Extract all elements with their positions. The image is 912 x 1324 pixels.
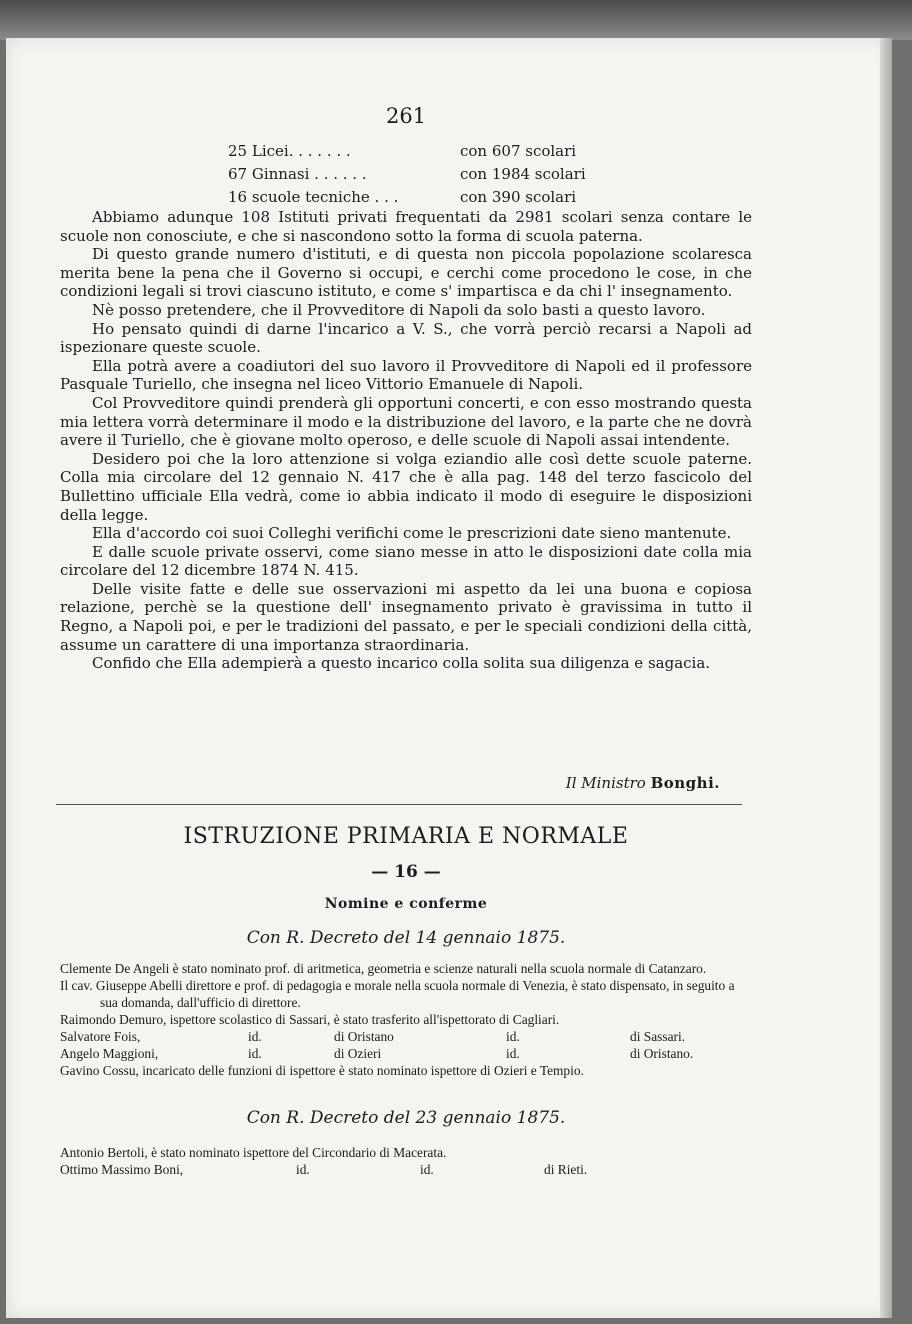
appointment-row — [60, 1161, 754, 1178]
paragraph: Di questo grande numero d'istituti, e di questa non piccola popolazione scolaresca merita bene la pena che il Governo si occupi, e cerchi come procedono le cose, in che condizioni legali si trovi ciascuno istituto, e come s' impartisca e da chi l' insegnamento. — [60, 245, 752, 301]
paragraph: Ella d'accordo coi suoi Colleghi verifichi come le prescrizioni date sieno mantenute. — [92, 524, 732, 543]
decree-2-entries — [60, 1144, 754, 1178]
origin-place: di Ozieri — [334, 1046, 382, 1061]
stat-row-tecniche — [228, 186, 588, 209]
person-name: Angelo Maggioni, — [60, 1046, 159, 1061]
section-divider — [56, 804, 742, 805]
decree-heading-1: Con R. Decreto del 14 gennaio 1875. — [246, 928, 566, 948]
appointment-entry: Il cav. Giuseppe Abelli direttore e prof. di pedagogia e morale nella scuola normale di Venezia, è stato dispensato, in seguito a sua domanda, dall'ufficio di direttore. — [60, 978, 735, 1010]
section-title: ISTRUZIONE PRIMARIA E NORMALE — [183, 824, 629, 849]
stat-value: con 390 scolari — [460, 188, 577, 206]
stat-row-licei — [228, 140, 588, 163]
paragraph: Delle visite fatte e delle sue osservazioni mi aspetto da lei una buona e copiosa relazione, perchè se la questione dell' insegnamento privato è gravissima in tutto il Regno, a Napoli poi, e per le tradizioni del passato, e per le speciali condizioni della città, assume un carattere di una importanza straordinaria. — [60, 579, 752, 654]
person-name: Salvatore Fois, — [60, 1029, 141, 1044]
stat-label: 67 Ginnasi . . . . . . — [228, 165, 367, 183]
ditto-mark: id. — [248, 1046, 262, 1061]
letter-body — [60, 208, 752, 673]
paragraph: Confido che Ella adempierà a questo incarico colla solita sua diligenza e sagacia. — [92, 654, 711, 673]
appointment-entry: Clemente De Angeli è stato nominato prof. di aritmetica, geometria e scienze naturali nella scuola normale di Catanzaro. — [60, 961, 707, 976]
appointment-row — [60, 1028, 754, 1045]
signature-name: Bonghi. — [650, 774, 720, 792]
stat-value: con 607 scolari — [460, 142, 577, 160]
decree-heading-2: Con R. Decreto del 23 gennaio 1875. — [246, 1108, 566, 1128]
stat-label: 25 Licei. . . . . . . — [228, 142, 351, 160]
paragraph: Ella potrà avere a coadiutori del suo lavoro il Provveditore di Napoli ed il professore Pasquale Turiello, che insegna nel liceo Vittorio Emanuele di Napoli. — [60, 356, 752, 394]
ditto-mark: id. — [296, 1162, 310, 1177]
ditto-mark: id. — [506, 1046, 520, 1061]
page-edge — [880, 38, 892, 1318]
paragraph: Nè posso pretendere, che il Provveditore di Napoli da solo basti a questo lavoro. — [92, 300, 706, 319]
ditto-mark: id. — [248, 1029, 262, 1044]
section-subtitle: Nomine e conferme — [324, 896, 488, 912]
school-statistics — [228, 140, 588, 209]
ditto-mark: id. — [506, 1029, 520, 1044]
person-name: Ottimo Massimo Boni, — [60, 1162, 184, 1177]
signature-title: Il Ministro — [565, 774, 646, 792]
section-number: — 16 — — [371, 862, 441, 882]
paragraph: Col Provveditore quindi prenderà gli opportuni concerti, e con esso mostrando questa mia lettera vorrà determinare il modo e la distribuzione del lavoro, e la parte che ne dovrà avere il Turiello, che è giovane molto operoso, e delle scuole di Napoli assai intendente. — [60, 393, 752, 450]
ditto-mark: id. — [420, 1162, 434, 1177]
appointment-entry: Raimondo Demuro, ispettore scolastico di Sassari, è stato trasferito all'ispettorato di Cagliari. — [60, 1012, 560, 1027]
scan-top-border — [0, 0, 912, 40]
destination-place: di Sassari. — [630, 1029, 686, 1044]
stat-value: con 1984 scolari — [460, 165, 586, 183]
stat-row-ginnasi — [228, 163, 588, 186]
destination-place: di Rieti. — [544, 1162, 588, 1177]
appointment-entry: Antonio Bertoli, è stato nominato ispettore del Circondario di Macerata. — [60, 1145, 447, 1160]
origin-place: di Oristano — [334, 1029, 394, 1044]
decree-1-entries — [60, 960, 754, 1079]
paragraph: Desidero poi che la loro attenzione si volga eziandio alle così dette scuole paterne. Colla mia circolare del 12 gennaio N. 417 che è alla pag. 148 del terzo fascicolo del Bullettino ufficiale Ella vedrà, come io abbia indicato il modo di eseguire le disposizioni della legge. — [60, 449, 752, 524]
paragraph: E dalle scuole private osservi, come siano messe in atto le disposizioni date colla mia circolare del 12 dicembre 1874 N. 415. — [60, 542, 752, 580]
signature — [60, 774, 720, 792]
appointment-row — [60, 1045, 754, 1062]
page-number: 261 — [385, 104, 427, 128]
appointment-entry: Gavino Cossu, incaricato delle funzioni di ispettore è stato nominato ispettore di Ozieri e Tempio. — [60, 1063, 584, 1078]
paragraph: Abbiamo adunque 108 Istituti privati frequentati da 2981 scolari senza contare le scuole non conosciute, e che si nascondono sotto la forma di scuola paterna. — [60, 208, 752, 245]
destination-place: di Oristano. — [630, 1046, 694, 1061]
stat-label: 16 scuole tecniche . . . — [228, 188, 399, 206]
paragraph: Ho pensato quindi di darne l'incarico a V. S., che vorrà perciò recarsi a Napoli ad ispezionare queste scuole. — [60, 319, 752, 357]
